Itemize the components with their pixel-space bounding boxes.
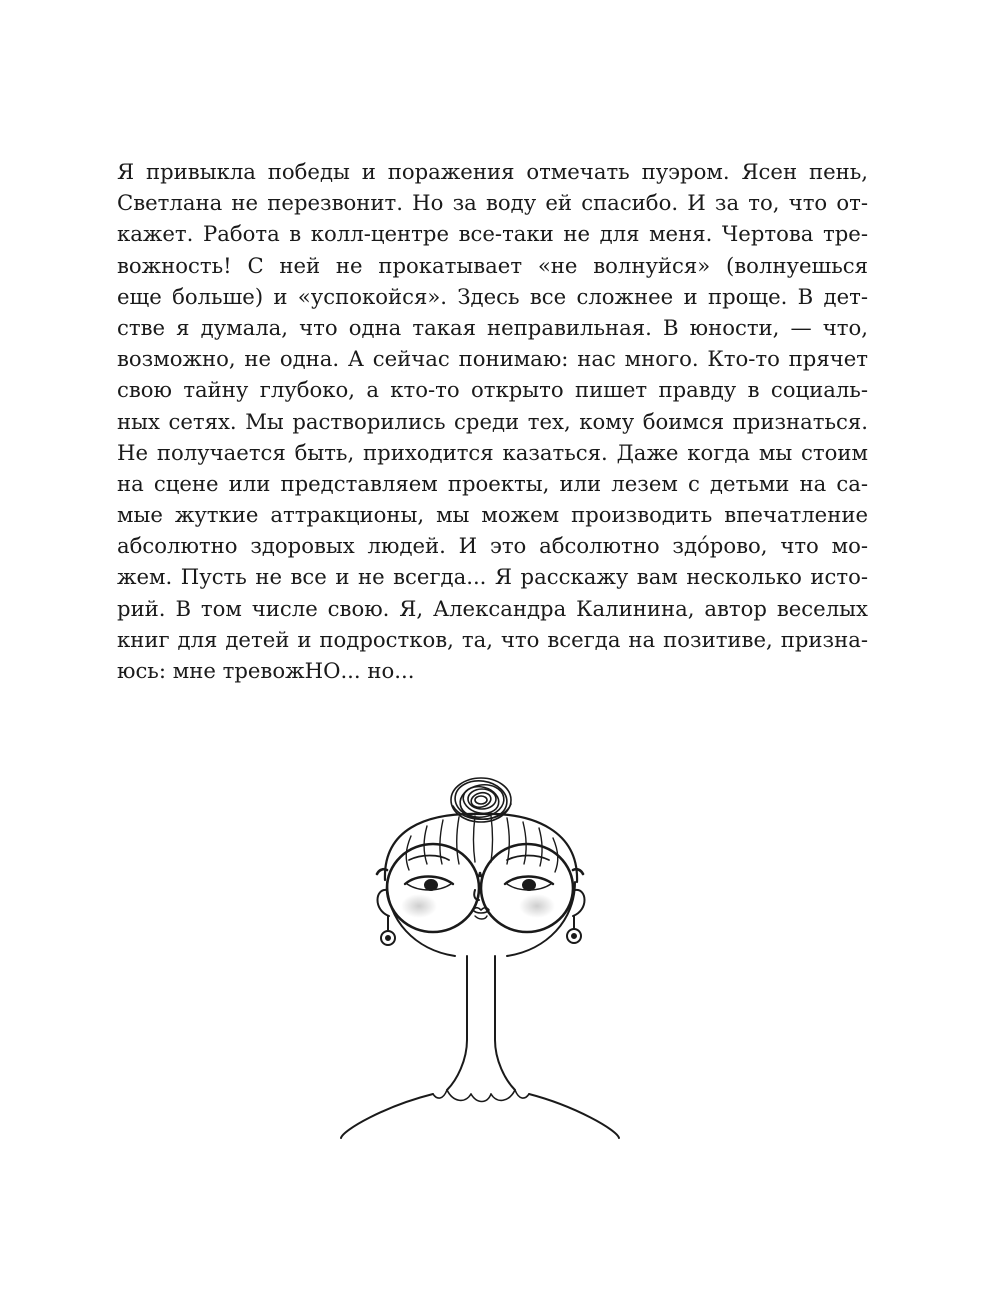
text-line: жем. Пусть не все и не всегда... Я расскажу вам несколько исто- (117, 564, 868, 590)
text-line: рий. В том числе свою. Я, Александра Калинина, автор веселых (117, 595, 868, 621)
text-line: Не получается быть, приходится казаться. Даже когда мы стоим (117, 439, 868, 465)
text-line: ных сетях. Мы растворились среди тех, кому боимся признаться. (117, 408, 868, 434)
body-text (117, 156, 868, 686)
text-line: юсь: мне тревожНО... но... (117, 658, 415, 683)
hair-bun (451, 778, 511, 823)
text-line: Светлана не перезвонит. Но за воду ей спасибо. И за то, что от- (117, 190, 868, 216)
text-line: еще больше) и «успокойся». Здесь все сложнее и проще. В дет- (117, 283, 868, 309)
text-line: свою тайну глубоко, а кто-то открыто пишет правду в социаль- (117, 377, 868, 403)
text-line: стве я думала, что одна такая неправильная. В юности, — что, (117, 314, 868, 340)
text-line: кажет. Работа в колл-центре все-таки не для меня. Чертова тре- (117, 221, 868, 247)
text-line: мые жуткие аттракционы, мы можем производить впечатление (117, 502, 868, 528)
text-line: книг для детей и подростков, та, что всегда на позитиве, призна- (117, 626, 868, 652)
text-line: абсолютно здоровых людей. И это абсолютно здо́рово, что мо- (117, 533, 868, 559)
woman-with-glasses-and-bun-drawing-icon (335, 760, 625, 1140)
text-line: Я привыкла победы и поражения отмечать пуэром. Ясен пень, (117, 159, 868, 184)
text-line: возможно, не одна. А сейчас понимаю: нас много. Кто-то прячет (117, 346, 868, 372)
text-line: на сцене или представляем проекты, или лезем с детьми на са- (117, 470, 868, 496)
text-line: вожность! С ней не прокатывает «не волнуйся» (волнуешься (117, 252, 868, 278)
